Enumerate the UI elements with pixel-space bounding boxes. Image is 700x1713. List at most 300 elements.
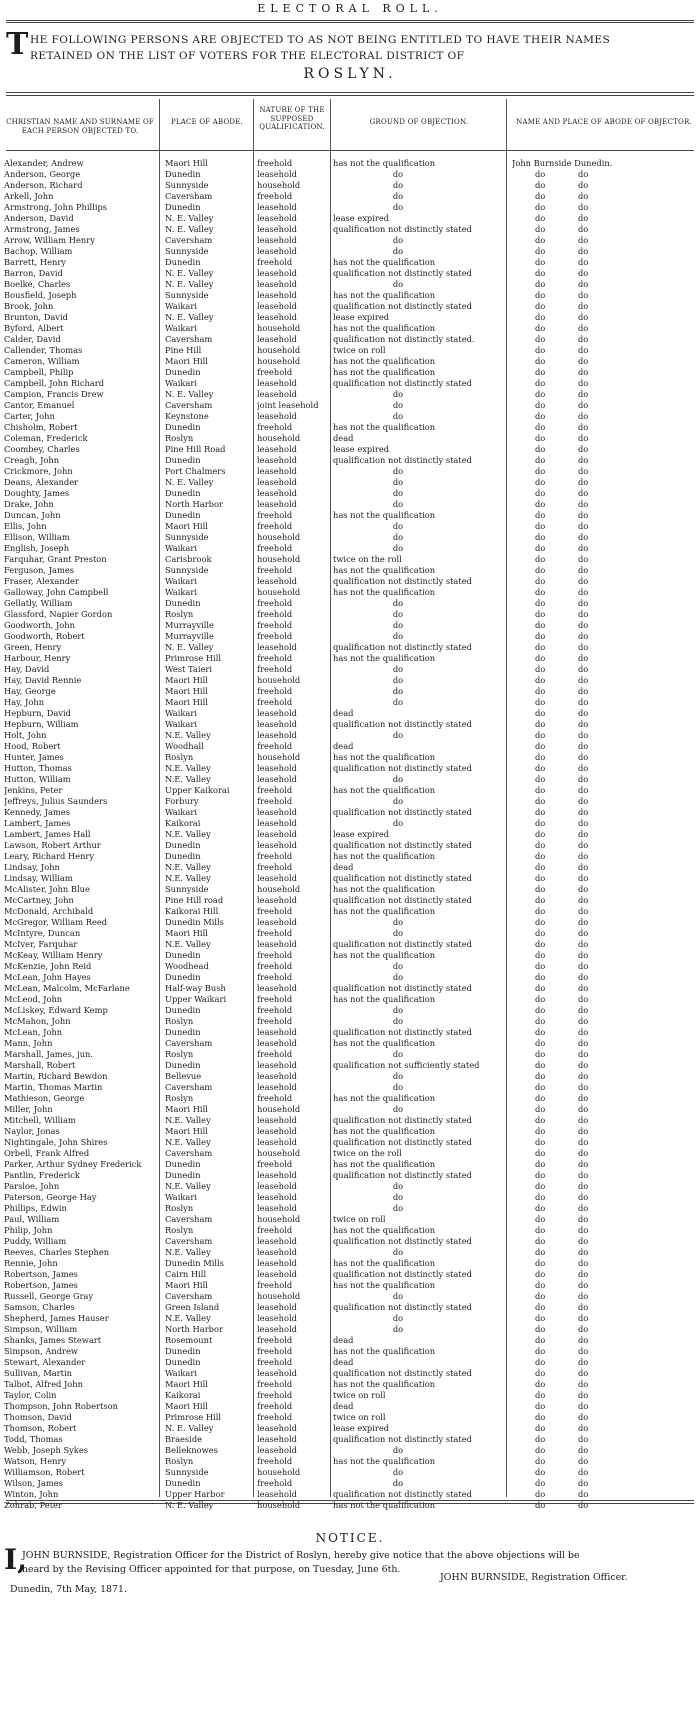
table-row bbox=[0, 257, 700, 268]
person-name: Goodworth, Robert bbox=[4, 631, 85, 641]
table-row bbox=[0, 829, 700, 840]
table-row bbox=[0, 1324, 700, 1335]
objector-name-ditto: do bbox=[535, 1390, 546, 1400]
objector-name-ditto: do bbox=[535, 1291, 546, 1301]
ground-of-objection: do bbox=[392, 1192, 404, 1202]
objector-abode-ditto: do bbox=[578, 686, 589, 696]
person-name: Martin, Thomas Martin bbox=[4, 1082, 103, 1092]
ground-of-objection: do bbox=[392, 818, 404, 828]
place-of-abode: Woodhead bbox=[165, 961, 209, 971]
objector-name-ditto: do bbox=[535, 686, 546, 696]
place-of-abode: North Harbor bbox=[165, 499, 223, 509]
district-title: ROSLYN. bbox=[303, 66, 397, 82]
qualification: leasehold bbox=[257, 1126, 297, 1136]
ground-of-objection: has not the qualification bbox=[333, 653, 436, 663]
ground-of-objection: qualification not distinctly stated bbox=[333, 1236, 472, 1246]
person-name: Goodworth, John bbox=[4, 620, 75, 630]
person-name: Boelke, Charles bbox=[4, 279, 71, 289]
table-row bbox=[0, 1236, 700, 1247]
place-of-abode: Waikari bbox=[165, 323, 198, 333]
objector-name-ditto: do bbox=[535, 345, 546, 355]
qualification: leasehold bbox=[257, 1060, 297, 1070]
objector-name-ditto: do bbox=[535, 983, 546, 993]
ground-of-objection: qualification not distinctly stated bbox=[333, 1269, 472, 1279]
objector-name-ditto: do bbox=[535, 1456, 546, 1466]
table-row bbox=[0, 323, 700, 334]
objector-name-ditto: do bbox=[535, 994, 546, 1004]
person-name: McLeod, John bbox=[4, 994, 63, 1004]
objector-abode-ditto: do bbox=[578, 1192, 589, 1202]
person-name: Mitchell, William bbox=[4, 1115, 76, 1125]
qualification: leasehold bbox=[257, 818, 297, 828]
qualification: leasehold bbox=[257, 224, 297, 234]
qualification: leasehold bbox=[257, 1192, 297, 1202]
objector-abode-ditto: do bbox=[578, 807, 589, 817]
table-row bbox=[0, 169, 700, 180]
table-row bbox=[0, 1115, 700, 1126]
ground-of-objection: qualification not distinctly stated bbox=[333, 268, 472, 278]
objector-name-ditto: do bbox=[535, 202, 546, 212]
objector-abode-ditto: do bbox=[578, 1082, 589, 1092]
ground-of-objection: do bbox=[392, 1478, 404, 1488]
qualification: freehold bbox=[257, 609, 293, 619]
person-name: Parsloe, John bbox=[4, 1181, 60, 1191]
qualification: freehold bbox=[257, 741, 293, 751]
objector-abode-ditto: do bbox=[578, 840, 589, 850]
place-of-abode: Dunedin bbox=[165, 950, 201, 960]
ground-of-objection: twice on roll bbox=[333, 1214, 386, 1224]
qualification: leasehold bbox=[257, 466, 297, 476]
person-name: Taylor, Colin bbox=[4, 1390, 57, 1400]
objector-abode-ditto: do bbox=[578, 301, 589, 311]
person-name: Bousfield, Joseph bbox=[4, 290, 77, 300]
objector-abode-ditto: do bbox=[578, 829, 589, 839]
qualification: freehold bbox=[257, 598, 293, 608]
ground-of-objection: do bbox=[392, 631, 404, 641]
person-name: Arrow, William Henry bbox=[4, 235, 95, 245]
qualification: freehold bbox=[257, 565, 293, 575]
objector-abode-ditto: do bbox=[578, 818, 589, 828]
table-row bbox=[0, 400, 700, 411]
objector-abode-ditto: do bbox=[578, 400, 589, 410]
place-of-abode: Pine Hill road bbox=[165, 895, 224, 905]
place-of-abode: Roslyn bbox=[165, 1203, 194, 1213]
place-of-abode: Roslyn bbox=[165, 752, 194, 762]
objector-abode-ditto: do bbox=[578, 1093, 589, 1103]
person-name: Shanks, James Stewart bbox=[4, 1335, 102, 1345]
ground-of-objection: qualification not distinctly stated bbox=[333, 301, 472, 311]
person-name: Mann, John bbox=[4, 1038, 53, 1048]
place-of-abode: Sunnyside bbox=[165, 565, 209, 575]
objector-abode-ditto: do bbox=[578, 279, 589, 289]
objector-name-ditto: do bbox=[535, 1192, 546, 1202]
place-of-abode: Maori Hill bbox=[165, 1401, 208, 1411]
qualification: household bbox=[257, 1500, 301, 1510]
person-name: Hay, George bbox=[4, 686, 56, 696]
ground-of-objection: qualification not distinctly stated bbox=[333, 1170, 472, 1180]
objector-name-ditto: do bbox=[535, 521, 546, 531]
table-row bbox=[0, 1346, 700, 1357]
qualification: freehold bbox=[257, 1379, 293, 1389]
ground-of-objection: qualification not distinctly stated bbox=[333, 807, 472, 817]
place-of-abode: N. E. Valley bbox=[165, 477, 214, 487]
qualification: leasehold bbox=[257, 334, 297, 344]
qualification: leasehold bbox=[257, 312, 297, 322]
objector-abode-ditto: do bbox=[578, 697, 589, 707]
ground-of-objection: do bbox=[392, 235, 404, 245]
table-row bbox=[0, 158, 700, 169]
person-name: Miller, John bbox=[4, 1104, 53, 1114]
qualification: household bbox=[257, 1104, 301, 1114]
table-row bbox=[0, 763, 700, 774]
ground-of-objection: qualification not distinctly stated bbox=[333, 1434, 472, 1444]
objector-name-ditto: do bbox=[535, 411, 546, 421]
objector-name-ditto: do bbox=[535, 180, 546, 190]
place-of-abode: Dunedin bbox=[165, 510, 201, 520]
qualification: leasehold bbox=[257, 1258, 297, 1268]
qualification: leasehold bbox=[257, 1247, 297, 1257]
qualification: leasehold bbox=[257, 829, 297, 839]
ground-of-objection: do bbox=[392, 1016, 404, 1026]
objection-table bbox=[0, 158, 700, 1511]
objector-abode-ditto: do bbox=[578, 708, 589, 718]
qualification: leasehold bbox=[257, 477, 297, 487]
person-name: Shepherd, James Hauser bbox=[4, 1313, 109, 1323]
objector-name-ditto: do bbox=[535, 356, 546, 366]
qualification: leasehold bbox=[257, 939, 297, 949]
qualification: freehold bbox=[257, 510, 293, 520]
objector-name-ditto: do bbox=[535, 1093, 546, 1103]
place-of-abode: Dunedin bbox=[165, 972, 201, 982]
table-row bbox=[0, 972, 700, 983]
objector-abode-ditto: do bbox=[578, 1423, 589, 1433]
place-of-abode: Dunedin bbox=[165, 1170, 201, 1180]
table-row bbox=[0, 642, 700, 653]
qualification: leasehold bbox=[257, 378, 297, 388]
table-row bbox=[0, 378, 700, 389]
ground-of-objection: dead bbox=[333, 708, 354, 718]
objector-name-ditto: do bbox=[535, 840, 546, 850]
ground-of-objection: qualification not distinctly stated bbox=[333, 1027, 472, 1037]
person-name: Webb, Joseph Sykes bbox=[4, 1445, 89, 1455]
ground-of-objection: has not the qualification bbox=[333, 1258, 436, 1268]
table-row bbox=[0, 994, 700, 1005]
table-row bbox=[0, 807, 700, 818]
objector-name-ditto: do bbox=[535, 862, 546, 872]
table-row bbox=[0, 906, 700, 917]
place-of-abode: Primrose Hill bbox=[165, 1412, 222, 1422]
table-row bbox=[0, 1489, 700, 1500]
ground-of-objection: has not the qualification bbox=[333, 565, 436, 575]
place-of-abode: N.E. Valley bbox=[165, 829, 211, 839]
objector-name-ditto: do bbox=[535, 1060, 546, 1070]
person-name: Alexander, Andrew bbox=[4, 158, 84, 168]
table-row bbox=[0, 895, 700, 906]
person-name: Hunter, James bbox=[4, 752, 64, 762]
place-of-abode: Kaikorai bbox=[165, 1390, 201, 1400]
objector-abode-ditto: do bbox=[578, 620, 589, 630]
header-bottom-rule bbox=[6, 150, 694, 151]
objector-name-ditto: do bbox=[535, 422, 546, 432]
qualification: leasehold bbox=[257, 763, 297, 773]
objector-abode-ditto: do bbox=[578, 972, 589, 982]
objector-name-ditto: do bbox=[535, 477, 546, 487]
person-name: Harbour, Henry bbox=[4, 653, 71, 663]
qualification: leasehold bbox=[257, 730, 297, 740]
ground-of-objection: has not the qualification bbox=[333, 994, 436, 1004]
objector-abode-ditto: do bbox=[578, 1456, 589, 1466]
objector-name-ditto: do bbox=[535, 873, 546, 883]
person-name: Chisholm, Robert bbox=[4, 422, 78, 432]
ground-of-objection: has not the qualification bbox=[333, 356, 436, 366]
table-row bbox=[0, 840, 700, 851]
objector-name-ditto: do bbox=[535, 323, 546, 333]
person-name: Calder, David bbox=[4, 334, 61, 344]
objector-name-ditto: do bbox=[535, 1214, 546, 1224]
objector-abode-ditto: do bbox=[578, 1038, 589, 1048]
place-of-abode: Maori Hill bbox=[165, 697, 208, 707]
qualification: leasehold bbox=[257, 1313, 297, 1323]
place-of-abode: Port Chalmers bbox=[165, 466, 226, 476]
table-row bbox=[0, 873, 700, 884]
place-of-abode: N.E. Valley bbox=[165, 763, 211, 773]
ground-of-objection: do bbox=[392, 686, 404, 696]
place-of-abode: N.E. Valley bbox=[165, 1137, 211, 1147]
qualification: freehold bbox=[257, 851, 293, 861]
place-of-abode: Pine Hill Road bbox=[165, 444, 226, 454]
objector-abode-ditto: do bbox=[578, 521, 589, 531]
objector-abode-ditto: do bbox=[578, 1049, 589, 1059]
objector-abode-ditto: do bbox=[578, 675, 589, 685]
drop-capital: T bbox=[6, 27, 29, 62]
person-name: Hood, Robert bbox=[4, 741, 61, 751]
qualification: leasehold bbox=[257, 488, 297, 498]
place-of-abode: N. E. Valley bbox=[165, 279, 214, 289]
place-of-abode: Keynstone bbox=[165, 411, 209, 421]
objector-name-ditto: do bbox=[535, 1159, 546, 1169]
ground-of-objection: has not the qualification bbox=[333, 950, 436, 960]
place-of-abode: Maori Hill bbox=[165, 928, 208, 938]
person-name: McMahon, John bbox=[4, 1016, 71, 1026]
table-row bbox=[0, 1291, 700, 1302]
table-row bbox=[0, 290, 700, 301]
person-name: Thomson, Robert bbox=[4, 1423, 77, 1433]
objector-abode-ditto: do bbox=[578, 488, 589, 498]
objector-name-ditto: do bbox=[535, 1412, 546, 1422]
ground-of-objection: has not the qualification bbox=[333, 1346, 436, 1356]
objector-name-ditto: do bbox=[535, 554, 546, 564]
person-name: McAlister, John Blue bbox=[4, 884, 90, 894]
objector-abode-ditto: do bbox=[578, 1445, 589, 1455]
person-name: Simpson, William bbox=[4, 1324, 78, 1334]
table-row bbox=[0, 1467, 700, 1478]
person-name: McCartney, John bbox=[4, 895, 74, 905]
ground-of-objection: qualification not distinctly stated bbox=[333, 1368, 472, 1378]
place-of-abode: Sunnyside bbox=[165, 290, 209, 300]
objector-abode-ditto: do bbox=[578, 950, 589, 960]
person-name: Creagh, John bbox=[4, 455, 60, 465]
objector-abode-ditto: do bbox=[578, 1181, 589, 1191]
ground-of-objection: twice on the roll bbox=[333, 554, 402, 564]
objector-abode-ditto: do bbox=[578, 257, 589, 267]
objector-abode-ditto: do bbox=[578, 1071, 589, 1081]
qualification: freehold bbox=[257, 1346, 293, 1356]
person-name: Coleman, Frederick bbox=[4, 433, 88, 443]
ground-of-objection: qualification not distinctly stated bbox=[333, 763, 472, 773]
place-of-abode: Waikari bbox=[165, 719, 198, 729]
objector-name-ditto: do bbox=[535, 290, 546, 300]
qualification: leasehold bbox=[257, 411, 297, 421]
person-name: Holt, John bbox=[4, 730, 47, 740]
person-name: Callender, Thomas bbox=[4, 345, 83, 355]
ground-of-objection: qualification not distinctly stated bbox=[333, 1489, 472, 1499]
table-row bbox=[0, 1005, 700, 1016]
table-row bbox=[0, 1423, 700, 1434]
place-of-abode: Forbury bbox=[165, 796, 199, 806]
qualification: household bbox=[257, 323, 301, 333]
table-row bbox=[0, 1214, 700, 1225]
objector-name-ditto: do bbox=[535, 444, 546, 454]
objector-abode-ditto: do bbox=[578, 543, 589, 553]
person-name: Carter, John bbox=[4, 411, 55, 421]
table-row bbox=[0, 1027, 700, 1038]
person-name: Duncan, John bbox=[4, 510, 61, 520]
objector-abode-ditto: do bbox=[578, 466, 589, 476]
table-row bbox=[0, 851, 700, 862]
ground-of-objection: do bbox=[392, 620, 404, 630]
table-row bbox=[0, 1082, 700, 1093]
table-top-rule bbox=[6, 92, 694, 93]
objector-name-ditto: do bbox=[535, 818, 546, 828]
ground-of-objection: do bbox=[392, 246, 404, 256]
person-name: Byford, Albert bbox=[4, 323, 64, 333]
ground-of-objection: do bbox=[392, 488, 404, 498]
objector-abode-ditto: do bbox=[578, 763, 589, 773]
objector-abode-ditto: do bbox=[578, 1500, 589, 1510]
qualification: leasehold bbox=[257, 1181, 297, 1191]
place-of-abode: Maori Hill bbox=[165, 675, 208, 685]
objector-abode-ditto: do bbox=[578, 609, 589, 619]
qualification: leasehold bbox=[257, 642, 297, 652]
qualification: leasehold bbox=[257, 1027, 297, 1037]
notice-signature: JOHN BURNSIDE, Registration Officer. bbox=[440, 1572, 628, 1583]
ground-of-objection: lease expired bbox=[333, 444, 390, 454]
qualification: leasehold bbox=[257, 455, 297, 465]
ground-of-objection: do bbox=[392, 1313, 404, 1323]
person-name: Coombey, Charles bbox=[4, 444, 80, 454]
place-of-abode: Dunedin bbox=[165, 598, 201, 608]
qualification: freehold bbox=[257, 1005, 293, 1015]
person-name: Ferguson, James bbox=[4, 565, 75, 575]
place-of-abode: Sunnyside bbox=[165, 884, 209, 894]
table-row bbox=[0, 1247, 700, 1258]
person-name: Hepburn, William bbox=[4, 719, 79, 729]
person-name: Brunton, David bbox=[4, 312, 68, 322]
table-row bbox=[0, 917, 700, 928]
objector-abode-ditto: do bbox=[578, 1115, 589, 1125]
objector-name-ditto: do bbox=[535, 466, 546, 476]
place-of-abode: Sunnyside bbox=[165, 532, 209, 542]
place-of-abode: Roslyn bbox=[165, 433, 194, 443]
objector-name-ditto: do bbox=[535, 1478, 546, 1488]
objector-abode-ditto: do bbox=[578, 1280, 589, 1290]
qualification: freehold bbox=[257, 1049, 293, 1059]
table-row bbox=[0, 1093, 700, 1104]
ground-of-objection: do bbox=[392, 697, 404, 707]
ground-of-objection: qualification not distinctly stated bbox=[333, 1302, 472, 1312]
person-name: Todd, Thomas bbox=[4, 1434, 63, 1444]
objector-name-ditto: do bbox=[535, 906, 546, 916]
ground-of-objection: do bbox=[392, 598, 404, 608]
objector-abode-ditto: do bbox=[578, 1104, 589, 1114]
objector-abode-ditto: do bbox=[578, 1126, 589, 1136]
objector-name-ditto: do bbox=[535, 1247, 546, 1257]
ground-of-objection: qualification not distinctly stated bbox=[333, 576, 472, 586]
person-name: Ellis, John bbox=[4, 521, 47, 531]
table-row bbox=[0, 1368, 700, 1379]
person-name: McKeay, William Henry bbox=[4, 950, 103, 960]
ground-of-objection: has not the qualification bbox=[333, 785, 436, 795]
top-rule-2 bbox=[6, 22, 694, 23]
ground-of-objection: do bbox=[392, 499, 404, 509]
column-header-name: CHRISTIAN NAME AND SURNAME OF EACH PERSON OBJECTED TO. bbox=[6, 118, 154, 135]
objector-name-ditto: do bbox=[535, 565, 546, 575]
table-row bbox=[0, 444, 700, 455]
table-row bbox=[0, 1335, 700, 1346]
table-row bbox=[0, 1500, 700, 1511]
qualification: leasehold bbox=[257, 576, 297, 586]
table-row bbox=[0, 389, 700, 400]
intro-heading-line-2: RETAINED ON THE LIST OF VOTERS FOR THE ELECTORAL DISTRICT OF bbox=[30, 50, 465, 62]
place-of-abode: N.E. Valley bbox=[165, 939, 211, 949]
qualification: leasehold bbox=[257, 235, 297, 245]
person-name: Winton, John bbox=[4, 1489, 59, 1499]
person-name: Green, Henry bbox=[4, 642, 62, 652]
ground-of-objection: qualification not distinctly stated bbox=[333, 840, 472, 850]
ground-of-objection: lease expired bbox=[333, 213, 390, 223]
table-row bbox=[0, 950, 700, 961]
ground-of-objection: do bbox=[392, 928, 404, 938]
objector-abode-ditto: do bbox=[578, 224, 589, 234]
table-row bbox=[0, 224, 700, 235]
table-row bbox=[0, 708, 700, 719]
person-name: Barron, David bbox=[4, 268, 63, 278]
objector-abode-ditto: do bbox=[578, 565, 589, 575]
table-row bbox=[0, 664, 700, 675]
ground-of-objection: has not the qualification bbox=[333, 1500, 436, 1510]
person-name: Robertson, James bbox=[4, 1269, 78, 1279]
objector-name-ditto: do bbox=[535, 543, 546, 553]
place-of-abode: Upper Waikari bbox=[165, 994, 227, 1004]
ground-of-objection: dead bbox=[333, 862, 354, 872]
objector-name-ditto: do bbox=[535, 741, 546, 751]
objector-abode-ditto: do bbox=[578, 213, 589, 223]
qualification: freehold bbox=[257, 796, 293, 806]
table-row bbox=[0, 565, 700, 576]
qualification: leasehold bbox=[257, 1489, 297, 1499]
table-row bbox=[0, 741, 700, 752]
objector-name-ditto: do bbox=[535, 1126, 546, 1136]
qualification: freehold bbox=[257, 862, 293, 872]
ground-of-objection: has not the qualification bbox=[333, 1225, 436, 1235]
ground-of-objection: do bbox=[392, 466, 404, 476]
person-name: Anderson, David bbox=[4, 213, 74, 223]
person-name: Wilson, James bbox=[4, 1478, 63, 1488]
objector-abode-ditto: do bbox=[578, 994, 589, 1004]
place-of-abode: Dunedin bbox=[165, 367, 201, 377]
table-row bbox=[0, 1192, 700, 1203]
table-row bbox=[0, 939, 700, 950]
